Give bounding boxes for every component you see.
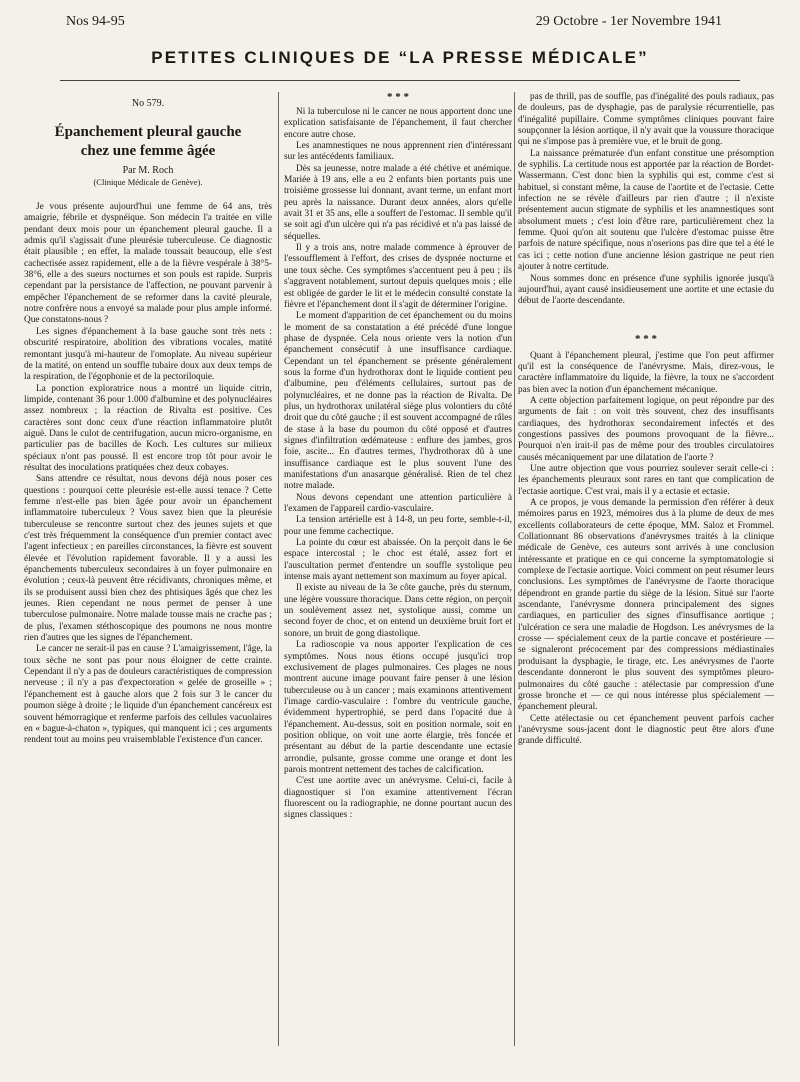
paragraph: Quant à l'épanchement pleural, j'estime que l'on peut affirmer qu'il est la conséquence de l'anévrysme. Mais, direz-vous, le caractère inflammatoire du liquide, la fièvre, la toux ne s'accordent pas bien avec la notion d'un épanchement mécanique.	[518, 350, 774, 395]
column-2	[284, 92, 512, 822]
masthead: PETITES CLINIQUES DE “LA PRESSE MÉDICALE”	[151, 48, 649, 67]
paragraphs	[518, 92, 774, 308]
paragraph: La ponction exploratrice nous a montré un liquide citrin, limpide, contenant 36 pour 1.000 d'albumine et des polynucléaires assez nombreux ; la réaction de Rivalta est positive. Ces caractères sont donc ceux d'une réaction inflammatoire plutôt aiguë. Dans le culot de centrifugation, aucun micro-organisme, en particulier pas de bacilles de Koch. Les cultures sur milieux spéciaux n'ont pas poussé. Il est encore trop tôt pour avoir le résultat des inoculations pratiquées chez deux cobayes.	[24, 383, 272, 473]
paragraph: Une autre objection que vous pourriez soulever serait celle-ci : les épanchements pleuraux sont rares en tant que complication de l'ectasie aortique. C'est vrai, mais il y a ectasie et ectasie.	[518, 463, 774, 497]
issue-date: 29 Octobre - 1er Novembre 1941	[535, 14, 722, 29]
paragraph: Il y a trois ans, notre malade commence à éprouver de l'essoufflement à l'effort, des crises de dyspnée nocturne et une toux sèche. Ces symptômes s'accentuent peu à peu ; ils s'aggravent notablement, surtout depuis quelques mois ; elle est obligée de garder le lit et le médecin consulté constate la fièvre et l'épanchement dont il s'agit de déterminer l'origine.	[284, 243, 512, 310]
paragraph: Je vous présente aujourd'hui une femme de 64 ans, très amaigrie, fébrile et dyspnéique. Son médecin l'a traitée en ville pendant deux mois pour un épanchement pleural gauche. Il a admis qu'il s'agissait d'une pleurésie tuberculeuse. Ce diagnostic était plausible ; en effet, la malade toussait beaucoup, elle s'est cachectisée assez rapidement, elle a de la fièvre vespérale à 38°5-38°6, elle a des sueurs nocturnes et son pouls est rapide. Surpris cependant par la persistance de l'affection, ne pouvant parvenir à empêcher l'épanchement de se reformer dans la cavité pleurale, notre confrère nous a envoyé sa malade pour plus ample informé. Que constatons-nous ?	[24, 202, 272, 326]
masthead-rule	[60, 80, 740, 81]
section-stars: * * *	[387, 92, 409, 103]
section-stars: * * *	[635, 332, 657, 345]
paragraph: Les anamnestiques ne nous apprennent rien d'intéressant sur les antécédents familiaux.	[284, 141, 512, 163]
paragraphs	[24, 202, 272, 747]
affiliation: (Clinique Médicale de Genève).	[93, 176, 203, 187]
article-number: No 579.	[131, 98, 165, 109]
paragraph: A ce propos, je vous demande la permission d'en référer à deux mémoires parus en 1923, mémoires dus à la plume de deux de mes excellents collaborateurs de cette époque, MM. Saloz et Frommel. Collationnant 86 observations d'anévrysmes traités à la clinique médicale de Genève, ces auteurs sont arrivés à une conclusion intéressante et pratique en ce qui concerne la symptomatologie si complexe de l'ectasie aortique. Voici comment on peut résumer leurs conclusions. Les symptômes de l'anévrysme de l'aorte thoracique dépendront en grande partie du siège de la lésion. Situé sur l'aorte ascendante, l'anévrysme donnera principalement des signes cardiaques, en particulier des signes d'insuffisance aortique ; l'ulcération ce sera une maladie de Hogdson. Les anévrysmes de la crosse — spécialement ceux de la partie concave et postérieure — se signaleront précocement par des compressions médiastinales produisant la dysphagie, le tirage, etc. Les anévrysmes de l'aorte descendante donneront le plus souvent des symptômes pleuro-pulmonaires du côté gauche : atélectasie par compression d'une grosse bronche et — ce qui nous intéresse plus spécialement — épanchement pleural.	[518, 498, 774, 713]
paragraph: pas de thrill, pas de souffle, pas d'inégalité des pouls radiaux, pas de douleurs, pas de dysphagie, pas de paralysie récurrentielle, pas d'inégalité pupillaire. Comme symptômes cliniques pouvant faire soupçonner la lésion aortique, il n'y avait que la voussure thoracique qui ne s'impose pas à première vue, et le bruit de gong.	[518, 92, 774, 148]
article-title	[24, 123, 272, 161]
title-line-2: chez une femme âgée	[80, 143, 216, 160]
paragraph: C'est une aortite avec un anévrysme. Celui-ci, facile à diagnostiquer si l'on examine attentivement l'écran fluorescent ou la radiographie, ne donne pourtant aucun des signes classiques :	[284, 776, 512, 821]
paragraph: Nous sommes donc en présence d'une syphilis ignorée jusqu'à aujourd'hui, ayant causé insidieusement une aortite et une ectasie du début de l'aorte descendante.	[518, 273, 774, 307]
paragraph: Nous devons cependant une attention particulière à l'examen de l'appareil cardio-vasculaire.	[284, 492, 512, 515]
column-1	[24, 92, 272, 747]
issue-number: Nos 94-95	[66, 14, 125, 29]
column-divider	[278, 92, 279, 1046]
paragraphs	[284, 107, 512, 822]
paragraph: Les signes d'épanchement à la base gauche sont très nets : obscurité respiratoire, abolition des vibrations vocales, matité remontant jusqu'à mi-hauteur de l'omoplate. Au niveau supérieur de la matité, on entend un souffle tubaire doux aux deux temps de la respiration, de l'égophonie et de la pectoriloquie.	[24, 326, 272, 383]
paragraphs	[518, 351, 774, 748]
paragraph: Dès sa jeunesse, notre malade a été chétive et anémique. Mariée à 19 ans, elle a eu 2 enfants bien portants puis une troisième grossesse lui donnant, avant terme, un enfant mort peu après la naissance. Durant deux années, alors qu'elle avait 31 et 35 ans, elle a souffert de l'estomac. Il semble qu'il se soit agi d'un ulcère qui n'a pas récidivé et n'a pas laissé de séquelles.	[284, 163, 512, 242]
author: Par M. Roch	[122, 165, 174, 177]
paragraph: La pointe du cœur est abaissée. On la perçoit dans le 6e espace intercostal ; le choc est étalé, assez fort et l'auscultation permet d'entendre un souffle systolique peu intense mais ayant nettement son maximum au foyer apical.	[284, 538, 512, 583]
column-divider	[514, 92, 515, 1046]
paragraph: Il existe au niveau de la 3e côte gauche, près du sternum, une légère voussure thoracique. Dans cette région, on perçoit un soulèvement assez net, systolique aussi, comme un second foyer de choc, et on entend un deuxième bruit fort et sonore, un bruit de gong diastolique.	[284, 583, 512, 639]
paragraph: La naissance prématurée d'un enfant constitue une présomption de syphilis. La certitude nous est apportée par la réaction de Bordet-Wassermann. C'est donc bien la syphilis qui est, comme c'est si habituel, si constant même, la cause de l'aortite et de l'ectasie. Cette infection ne se révèle d'ailleurs par rien d'autre ; il n'existe présentement aucun stigmate de syphilis et les anamnestiques sont absolument muets ; c'est loin d'être rare, particulièrement chez la femme. Quoi qu'on ait soutenu que l'ulcère d'estomac puisse être parfois de nature spécifique, nous n'oserions pas dire que tel a été le cas ici ; cette notion d'une ancienne lésion gastrique ne peut rien ajouter à notre certitude.	[518, 148, 774, 273]
paragraph: Sans attendre ce résultat, nous devons déjà nous poser ces questions : pourquoi cette pleurésie est-elle aussi tenace ? Cette femme n'est-elle pas bien âgée pour avoir un épanchement inflammatoire tuberculeux ? Vous savez bien que la pleurésie tuberculeuse se rencontre surtout chez des jeunes sujets et que c'est très fréquemment la conséquence d'un premier contact avec l'agent infectieux ; en pareilles circonstances, la fièvre est souvent élevée et l'évolution rapidement favorable. Il y a aussi les épanchements tuberculeux secondaires à un foyer pulmonaire en évolution ; ceux-là peuvent être récidivants, chroniques même, et ils se produisent aussi bien chez des phtisiques âgés que chez les jeunes. Rien cependant ne nous permet de penser à une tuberculose pulmonaire. Notre malade tousse mais ne crache pas ; de plus, l'examen stéthoscopique des poumons ne nous montre rien d'autres que les signes de l'épanchement.	[24, 474, 272, 644]
paragraph: Ni la tuberculose ni le cancer ne nous apportent donc une explication satisfaisante de l'épanchement, il faut chercher encore autre chose.	[284, 107, 512, 140]
paragraph: Le cancer ne serait-il pas en cause ? L'amaigrissement, l'âge, la toux sèche ne sont pas pour nous éloigner de cette crainte. Cependant il n'y a pas de douleurs caractéristiques de compression nerveuse ; il n'y a pas d'expectoration « gelée de groseille » ; l'épanchement est à gauche alors que 2 fois sur 3 le cancer du poumon siège à droite ; le liquide d'un épanchement cancéreux est souvent hémorragique et renferme parfois des cellules vacuolaires en « bague-à-chaton », typiques, qui manquent ici ; ces arguments rendent tout au moins peu vraisemblable l'existence d'un cancer.	[24, 644, 272, 746]
paragraph: La tension artérielle est à 14-8, un peu forte, semble-t-il, pour une femme cachectique.	[284, 515, 512, 537]
column-3	[518, 92, 774, 748]
paragraph: A cette objection parfaitement logique, on peut répondre par des arguments de fait : on voit très souvent, chez des insuffisants cardiaques, des hydrothorax secondairement infectés et des congestions passives des poumons provoquant de la fièvre... Pourquoi n'en irait-il pas de même pour des troubles circulatoires causés mécaniquement par une dilatation de l'aorte ?	[518, 395, 774, 463]
paragraph: La radioscopie va nous apporter l'explication de ces symptômes. Nous nous étions occupé jusqu'ici trop exclusivement de plages pulmonaires. Ces plages ne nous montrent aucune image pouvant faire penser à une lésion tuberculeuse ou à un cancer ; mais examinons attentivement l'image cardio-vasculaire : l'ombre du ventricule gauche, évidemment hypertrophié, se perd dans l'opacité due à l'épanchement. Au-dessus, soit en position normale, soit en position oblique, on voit une aorte élargie, très foncée et présentant au début de la partie descendante une ectasie arrondie, pulsante, grosse comme une orange et dont les parois montrent nettement des taches de calcification.	[284, 640, 512, 775]
paragraph: Cette atélectasie ou cet épanchement peuvent parfois cacher l'anévrysme sous-jacent dont le diagnostic peut être alors d'une grande difficulté.	[518, 713, 774, 747]
paragraph: Le moment d'apparition de cet épanchement ou du moins le moment de sa constatation a été précédé d'une longue phase de dyspnée. Cela nous oriente vers la notion d'un épanchement consécutif à une insuffisance cardiaque. Cependant un tel épanchement se présente généralement sous la forme d'un hydrothorax dont le liquide contient peu d'albumine, peu d'éléments cellulaires, surtout pas de polynucléaires, et ne donne pas la réaction de Rivalta. De plus, un hydrothorax unilatéral siège plus volontiers du côté droit que du côté gauche ; il est souvent accompagné de râles de stase à la base du poumon du côté opposé et d'autres signes d'infiltration œdémateuse : enflure des jambes, gros foie, ascite... En d'autres termes, l'hydrothorax dû à une insuffisance cardiaque est le plus souvent l'une des manifestations d'un anasarque généralisé. Rien de tel chez notre malade.	[284, 311, 512, 492]
title-line-1: Épanchement pleural gauche	[54, 124, 242, 141]
